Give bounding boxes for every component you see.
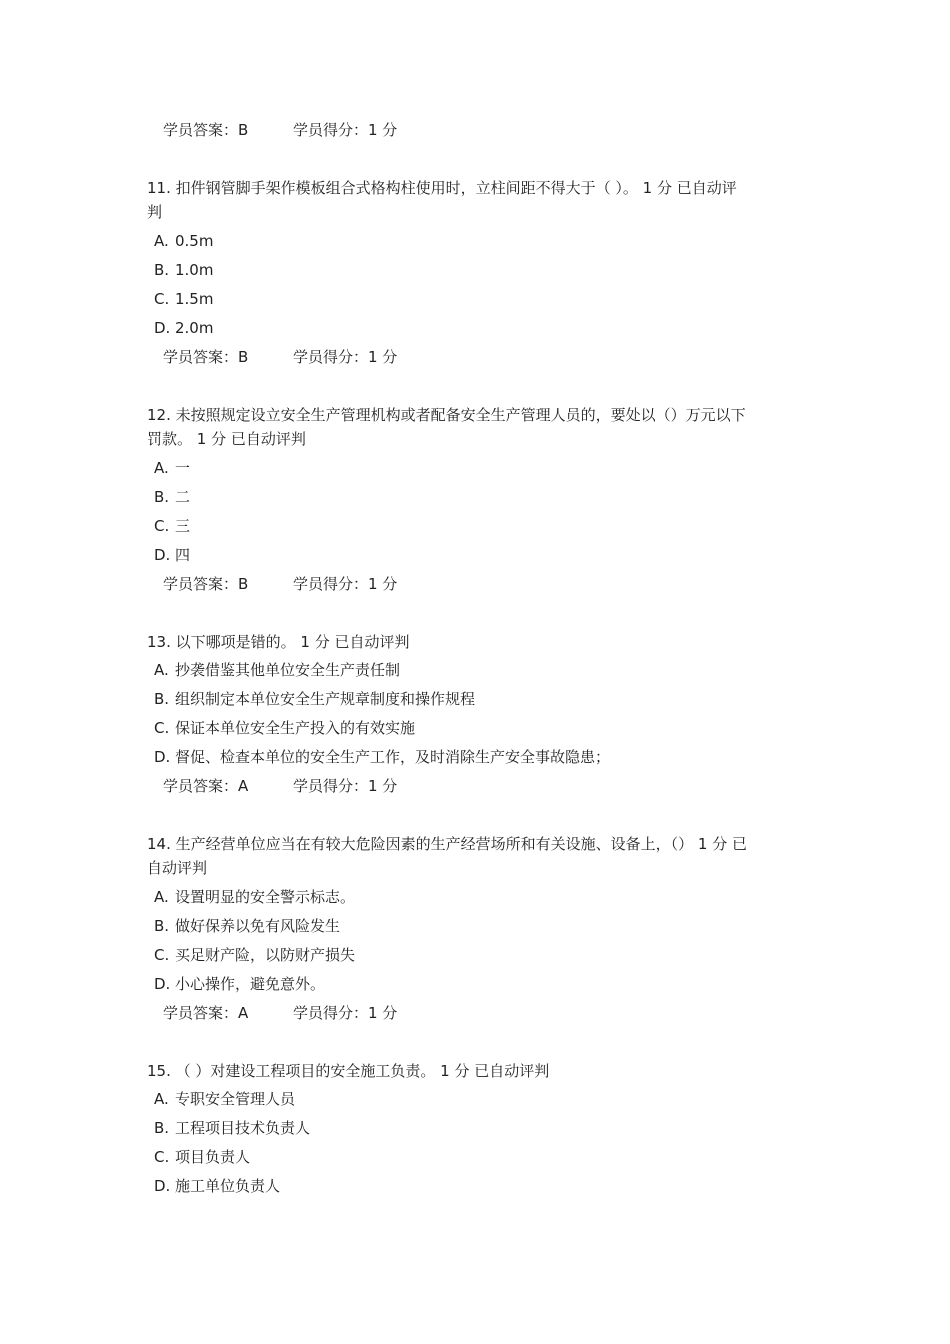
student-answer: 学员答案：B	[163, 121, 249, 139]
student-answer: 学员答案：B	[163, 575, 249, 593]
option-text: 项目负责人	[175, 1148, 251, 1166]
option-letter: D.	[154, 975, 171, 993]
option-d	[154, 747, 610, 767]
option-letter: D.	[154, 319, 171, 337]
option-text: 工程项目技术负责人	[175, 1119, 311, 1137]
option-c	[154, 289, 213, 309]
option-c	[154, 516, 190, 536]
option-text: 1.5m	[175, 290, 214, 308]
option-letter: B.	[154, 261, 170, 279]
option-letter: B.	[154, 690, 170, 708]
student-score: 学员得分：1 分	[293, 575, 398, 593]
option-letter: A.	[154, 1090, 169, 1108]
option-text: 做好保养以免有风险发生	[175, 917, 341, 935]
question-title: 11. 扣件钢管脚手架作模板组合式格构柱使用时，立柱间距不得大于（ ）。 1 分 已自动评	[147, 179, 737, 197]
option-a	[154, 231, 213, 251]
option-letter: B.	[154, 488, 170, 506]
answer-line	[163, 120, 397, 140]
option-text: 买足财产险，以防财产损失	[175, 946, 356, 964]
option-a	[154, 458, 190, 478]
option-letter: C.	[154, 517, 170, 535]
option-text: 0.5m	[175, 232, 214, 250]
option-letter: B.	[154, 1119, 170, 1137]
question-title-cont: 自动评判	[147, 859, 208, 877]
student-score: 学员得分：1 分	[293, 121, 398, 139]
question-title-cont: 罚款。 1 分 已自动评判	[147, 430, 306, 448]
option-text: 一	[175, 459, 191, 477]
answer-line	[163, 1003, 397, 1023]
option-c	[154, 1147, 250, 1167]
option-text: 四	[175, 546, 191, 564]
student-score: 学员得分：1 分	[293, 348, 398, 366]
option-b	[154, 689, 475, 709]
option-letter: A.	[154, 888, 169, 906]
option-letter: C.	[154, 290, 170, 308]
option-d	[154, 318, 213, 338]
option-letter: A.	[154, 459, 169, 477]
option-text: 三	[175, 517, 191, 535]
option-b	[154, 487, 190, 507]
option-letter: C.	[154, 719, 170, 737]
student-answer: 学员答案：A	[163, 1004, 249, 1022]
option-text: 1.0m	[175, 261, 214, 279]
option-letter: B.	[154, 917, 170, 935]
option-letter: A.	[154, 232, 169, 250]
question-title: 13. 以下哪项是错的。 1 分 已自动评判	[147, 633, 410, 651]
option-text: 组织制定本单位安全生产规章制度和操作规程	[175, 690, 476, 708]
option-a	[154, 1089, 295, 1109]
option-c	[154, 945, 355, 965]
option-a	[154, 660, 400, 680]
question-title: 14. 生产经营单位应当在有较大危险因素的生产经营场所和有关设施、设备上，（） 1 分 已	[147, 835, 747, 853]
option-text: 督促、检查本单位的安全生产工作，及时消除生产安全事故隐患；	[175, 748, 611, 766]
option-b	[154, 1118, 310, 1138]
option-letter: D.	[154, 546, 171, 564]
option-letter: D.	[154, 1177, 171, 1195]
option-a	[154, 887, 355, 907]
option-b	[154, 916, 340, 936]
question-title: 15. （ ）对建设工程项目的安全施工负责。 1 分 已自动评判	[147, 1062, 550, 1080]
option-text: 小心操作，避免意外。	[175, 975, 326, 993]
question-title: 12. 未按照规定设立安全生产管理机构或者配备安全生产管理人员的，要处以（）万元以下	[147, 406, 746, 424]
option-letter: D.	[154, 748, 171, 766]
option-letter: C.	[154, 946, 170, 964]
student-answer: 学员答案：B	[163, 348, 249, 366]
option-d	[154, 1176, 280, 1196]
option-letter: C.	[154, 1148, 170, 1166]
question-title-cont: 判	[147, 203, 163, 221]
option-d	[154, 545, 190, 565]
option-text: 保证本单位安全生产投入的有效实施	[175, 719, 416, 737]
student-answer: 学员答案：A	[163, 777, 249, 795]
option-text: 施工单位负责人	[175, 1177, 281, 1195]
option-text: 专职安全管理人员	[175, 1090, 296, 1108]
answer-line	[163, 776, 397, 796]
option-text: 设置明显的安全警示标志。	[175, 888, 356, 906]
answer-line	[163, 574, 397, 594]
answer-line	[163, 347, 397, 367]
option-letter: A.	[154, 661, 169, 679]
option-text: 抄袭借鉴其他单位安全生产责任制	[175, 661, 401, 679]
option-text: 2.0m	[175, 319, 214, 337]
option-b	[154, 260, 213, 280]
option-text: 二	[175, 488, 191, 506]
option-c	[154, 718, 415, 738]
student-score: 学员得分：1 分	[293, 1004, 398, 1022]
option-d	[154, 974, 325, 994]
student-score: 学员得分：1 分	[293, 777, 398, 795]
